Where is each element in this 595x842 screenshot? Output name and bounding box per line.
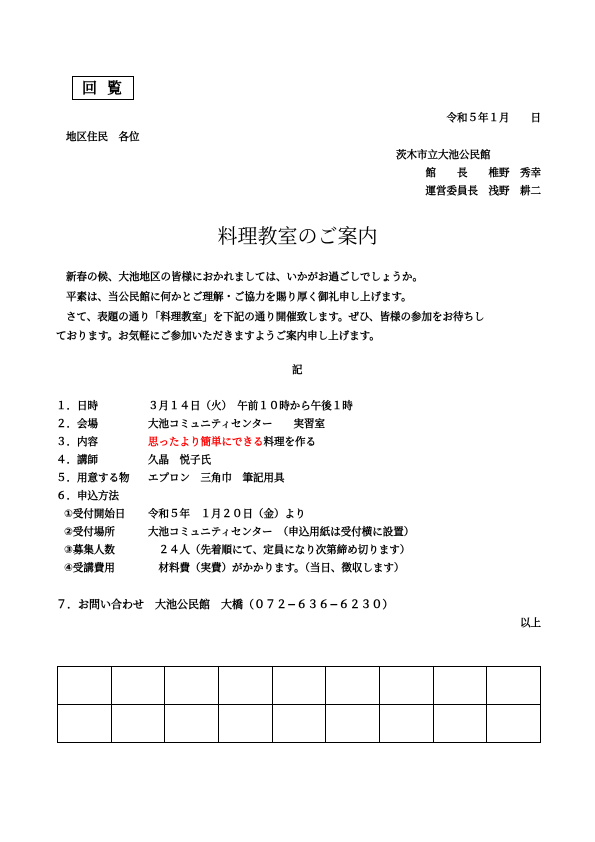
body-line: 新春の候、大池地区の皆様におかれましては、いかがお過ごしでしょうか。: [66, 271, 423, 283]
circulation-check-table: [57, 666, 541, 743]
document-title: 料理教室のご案内: [217, 224, 378, 248]
sub-item-label: ③募集人数: [64, 544, 115, 556]
item-value: 久晶 悦子氏: [148, 454, 211, 466]
body-line: ております。お気軽にご参加いただきますようご案内申し上げます。: [56, 330, 380, 342]
check-cell[interactable]: [326, 667, 380, 705]
check-cell[interactable]: [165, 667, 219, 705]
item-value: エプロン 三角巾 筆記用具: [148, 472, 285, 484]
check-cell[interactable]: [218, 667, 272, 705]
check-cell[interactable]: [433, 667, 487, 705]
sub-item-value: 令和５年 １月２０日（金）より: [148, 508, 306, 520]
check-cell[interactable]: [487, 705, 541, 743]
item-value: [148, 437, 316, 448]
check-cell[interactable]: [433, 705, 487, 743]
sub-item-value: 材料費（実費）がかかります。（当日、徴収します）: [148, 562, 405, 574]
item-label: ４．講師: [56, 454, 98, 466]
item-label: ２．会場: [56, 418, 98, 430]
body-line: さて、表題の通り「料理教室」を下記の通り開催致します。ぜひ、皆様の参加をお待ちし: [66, 311, 485, 323]
contact-line: ７．お問い合わせ 大池公民館 大橋（０７２−６３６−６２３０）: [56, 598, 394, 611]
item-value-highlight: 思ったより簡単にできる: [148, 436, 264, 448]
item-label: １．日時: [56, 400, 98, 412]
table-row: [58, 705, 541, 743]
closing-mark: 以上: [520, 617, 541, 629]
sender-org: 茨木市立大池公民館: [396, 149, 491, 161]
check-cell[interactable]: [165, 705, 219, 743]
body-line: 平素は、当公民館に何かとご理解・ご協力を賜り厚く御礼申し上げます。: [66, 291, 412, 303]
date: 令和５年１月 日: [446, 112, 541, 124]
ki-heading: 記: [292, 364, 303, 376]
sub-item-value: ２４人（先着順にて、定員になり次第締め切ります）: [148, 544, 411, 556]
check-cell[interactable]: [58, 667, 112, 705]
check-cell[interactable]: [272, 705, 326, 743]
check-cell[interactable]: [58, 705, 112, 743]
sender-director: 館 長 椎野 秀幸: [425, 167, 541, 179]
item-value: 大池コミュニティセンター 実習室: [148, 418, 326, 430]
sub-item-value: 大池コミュニティセンター （申込用紙は受付横に設置）: [148, 526, 415, 538]
item-label: ６．申込方法: [56, 490, 119, 502]
check-cell[interactable]: [379, 667, 433, 705]
item-label: ５．用意する物: [56, 472, 130, 484]
addressee: 地区住民 各位: [66, 131, 140, 143]
item-label: ３．内容: [56, 436, 98, 448]
circulation-stamp: 回覧: [72, 76, 134, 100]
sub-item-label: ①受付開始日: [64, 508, 126, 520]
check-cell[interactable]: [487, 667, 541, 705]
sub-item-label: ④受講費用: [64, 562, 115, 574]
table-row: [58, 667, 541, 705]
item-value: ３月１４日（火） 午前１０時から午後１時: [148, 400, 353, 412]
check-cell[interactable]: [218, 705, 272, 743]
sub-item-label: ②受付場所: [64, 526, 115, 538]
check-cell[interactable]: [111, 667, 165, 705]
item-value-rest: 料理を作る: [263, 436, 316, 448]
check-cell[interactable]: [326, 705, 380, 743]
check-cell[interactable]: [272, 667, 326, 705]
sender-chair: 運営委員長 浅野 耕二: [425, 185, 541, 197]
check-cell[interactable]: [111, 705, 165, 743]
check-cell[interactable]: [379, 705, 433, 743]
